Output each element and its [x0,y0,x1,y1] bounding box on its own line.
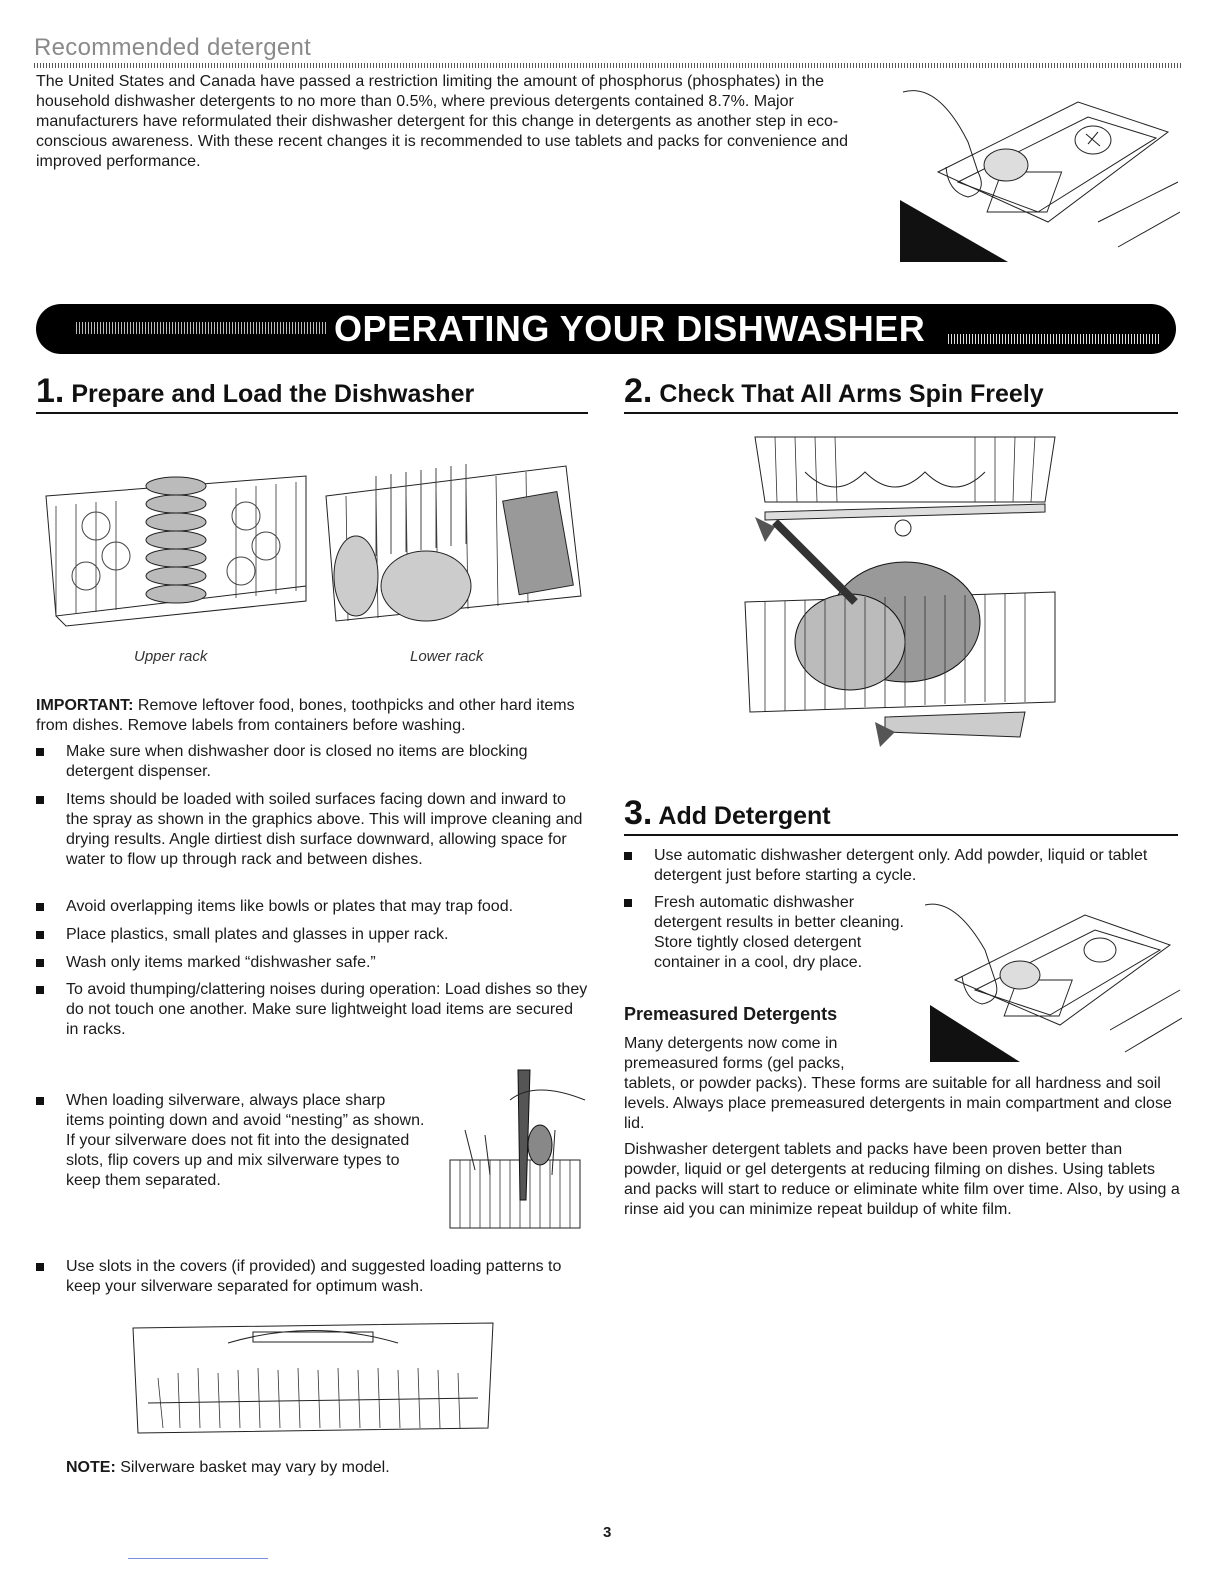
banner-hatch-left [76,322,326,334]
bullet-marker [36,931,44,939]
section3-number: 3. [624,794,653,832]
recommended-heading: Recommended detergent [34,34,312,61]
bullet-text: Items should be loaded with soiled surfaces facing down and inward to the spray as shown in the graphics above. This will improve cleaning and drying results. Angle dirtiest dish surface downward, allowing space for water to flow up through rack and between dishes. [66,791,583,868]
bullet-text: Avoid overlapping items like bowls or plates that may trap food. [66,898,514,915]
premeasured-heading: Premeasured Detergents [624,1004,838,1024]
bullet-text: Wash only items marked “dishwasher safe.” [66,954,376,971]
list-item [654,893,916,973]
list-item [66,980,588,1040]
footer-line [128,1558,268,1559]
section3-rule [624,834,1178,836]
bullet-marker [36,796,44,804]
important-text: Remove leftover food, bones, toothpicks and other hard items from dishes. Remove labels from containers before washing. [36,697,575,734]
premeasured-paragraph [624,1034,1180,1134]
bullet-text: Use slots in the covers (if provided) and suggested loading patterns to keep your silverware separated for optimum wash. [66,1258,562,1295]
heading-rule [34,63,1182,68]
bullet-text: Fresh automatic dishwasher detergent results in better cleaning. Store tightly closed detergent container in a cool, dry place. [654,894,904,971]
section1-heading [36,372,474,411]
bullet-marker [36,1097,44,1105]
bullet-marker [624,899,632,907]
tablets-paragraph: Dishwasher detergent tablets and packs have been proven better than powder, liquid or gel detergents at reducing filming on dishes. Using tablets and packs will start to reduce or eliminate white film over time. Also, by using a rinse aid you can minimize repeat buildup of white film. [624,1141,1180,1218]
bullet-marker [36,986,44,994]
upper-rack-illustration [36,436,312,636]
bullet-text: When loading silverware, always place sharp items pointing down and avoid “nesting” as shown. If your silverware does not fit into the designated slots, flip covers up and mix silverware types to keep them separated. [66,1092,425,1189]
section2-title: Check That All Arms Spin Freely [659,380,1044,408]
operating-banner [36,304,1176,354]
bullet-marker [36,903,44,911]
lower-rack-caption: Lower rack [410,648,484,665]
silverware-illustration [440,1060,588,1230]
bullet-marker [36,1263,44,1271]
list-item [66,1091,426,1191]
list-item [66,790,588,870]
section1-rule [36,412,588,414]
bullet-text: Place plastics, small plates and glasses in upper rack. [66,926,449,943]
important-paragraph [36,696,588,736]
banner-title: OPERATING YOUR DISHWASHER [334,308,926,349]
recommended-body: The United States and Canada have passed a restriction limiting the amount of phosphorus (phosphates) in the household dishwasher detergents to no more than 0.5%, where previous detergents contained 8.7%. Major manufacturers have reformulated their dishwasher detergent for this change in detergents as another step in eco-conscious awareness. With these recent changes it is recommended to use tablets and packs for convenience and improved performance. [36,73,849,170]
detergent-dispenser-illustration [898,72,1180,272]
spray-arms-illustration [735,432,1065,752]
text-wrap-spacer [870,1034,1180,1074]
list-item [654,846,1178,886]
list-item [66,925,588,945]
note-label: NOTE: [66,1459,116,1476]
premeasured-text: Many detergents now come in premeasured forms (gel packs, tablets, or powder packs). These forms are suitable for all hardness and soil levels. Always place premeasured detergents in main compartment and close lid. [624,1035,1172,1132]
bullet-marker [36,748,44,756]
upper-rack-caption: Upper rack [134,648,208,665]
section2-rule [624,412,1178,414]
bullet-marker [624,852,632,860]
list-item [66,897,588,917]
list-item [66,742,588,782]
bullet-text: Use automatic dishwasher detergent only. Add powder, liquid or tablet detergent just before starting a cycle. [654,847,1148,884]
list-item [66,953,588,973]
section1-title: Prepare and Load the Dishwasher [71,380,475,408]
section2-number: 2. [624,372,653,410]
lower-rack-illustration [316,436,588,636]
bullet-text: Make sure when dishwasher door is closed no items are blocking detergent dispenser. [66,743,528,780]
section3-heading [624,794,831,833]
bullet-text: To avoid thumping/clattering noises during operation: Load dishes so they do not touch one another. Make sure lightweight load items are secured in racks. [66,981,588,1038]
note-paragraph [66,1458,588,1478]
page-number: 3 [603,1524,612,1541]
list-item [66,1257,588,1297]
note-text: Silverware basket may vary by model. [120,1459,390,1476]
section1-number: 1. [36,372,65,410]
banner-hatch-right [948,334,1160,344]
bullet-marker [36,959,44,967]
silverware-basket-illustration [128,1318,498,1442]
important-label: IMPORTANT: [36,697,134,714]
section3-title: Add Detergent [658,802,831,830]
section2-heading [624,372,1044,411]
